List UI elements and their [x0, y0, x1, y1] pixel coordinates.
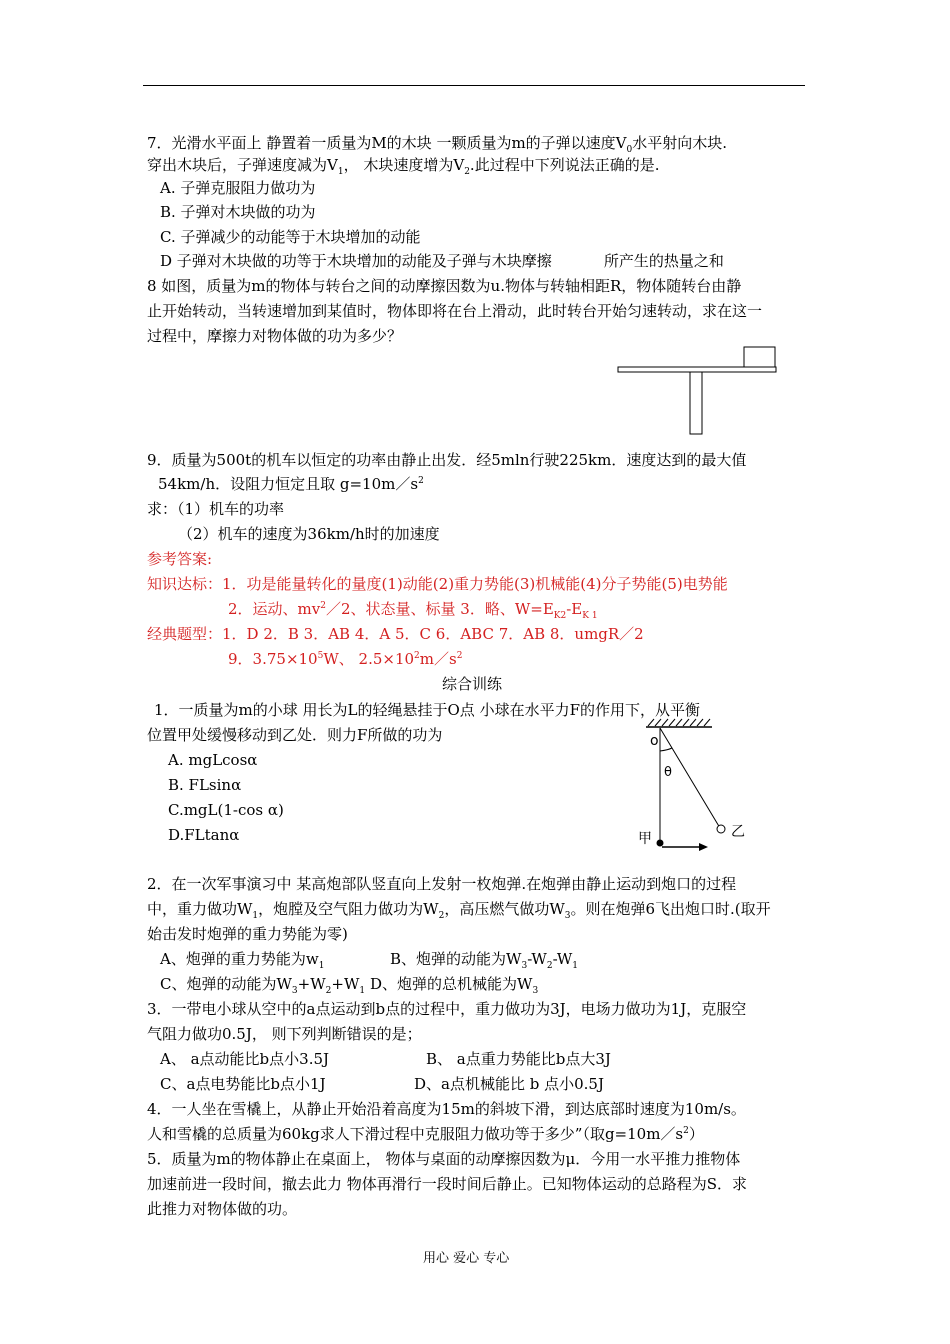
answers-classic-line-2: 9．$3.75\times 10^5W$、 $2.5\times 10^2m/s^2$ [228, 650, 463, 668]
s5-line-1: 5．质量为m的物体静止在桌面上， 物体与桌面的动摩擦因数为μ．今用一水平推力推物体 [147, 1150, 741, 1168]
s3-line-1: 3．一带电小球从空中的a点运动到b点的过程中，重力做功为3J，电场力做功为1J，克服空 [147, 1000, 747, 1018]
s2-option-b: B、炮弹的动能为$W_3-W_2-W_1$ [390, 950, 578, 971]
s3-option-d: D、a点机械能比 b 点小0.5J [414, 1075, 604, 1093]
point-o-label: o [650, 733, 659, 749]
q7-option-c: C. 子弹减少的动能等于木块增加的动能 [160, 228, 421, 246]
q9-ask-1: 求：（1）机车的功率 [147, 500, 285, 518]
answers-knowledge-line-1: 知识达标：1．功是能量转化的量度(1)动能(2)重力势能(3)机械能(4)分子势能(5)电势能 [147, 575, 728, 593]
q7-option-b: B. 子弹对木块做的功为 [160, 203, 316, 221]
s1-line-1: 1．一质量为m的小球 用长为L的轻绳悬挂于O点 小球在水平力F的作用下，从平衡 [154, 701, 700, 719]
s5-line-3: 此推力对物体做的功。 [147, 1200, 298, 1218]
s3-option-b: B、 a点重力势能比b点大3J [426, 1050, 611, 1068]
s2-option-a: A、炮弹的重力势能为$w_1$ [160, 950, 325, 971]
turntable-shaft [690, 372, 702, 434]
section-title: 综合训练 [442, 675, 503, 693]
q7-option-d: D 子弹对木块做的功等于木块增加的动能及子弹与木块摩擦 所产生的热量之和 [160, 252, 724, 270]
s3-option-c: C、a点电势能比b点小1J [160, 1075, 326, 1093]
s3-line-2: 气阻力做功0.5J， 则下列判断错误的是； [147, 1025, 422, 1043]
q8-line-1: 8 如图，质量为m的物体与转台之间的动摩擦因数为u.物体与转轴相距R，物体随转台由静 [147, 277, 742, 295]
answers-header: 参考答案: [147, 550, 213, 568]
s1-option-a: A. mgLcosα [168, 751, 258, 769]
force-arrow-head [699, 843, 708, 851]
s1-option-b: B. FLsinα [168, 776, 242, 794]
s3-option-a: A、 a点动能比b点小3.5J [160, 1050, 330, 1068]
q7-stem-line-2: 穿出木块后，子弹速度减为$V_1$， 木块速度增为$V_2$.此过程中下列说法正确的是. [147, 156, 660, 177]
label-jia: 甲 [638, 831, 652, 847]
pendulum-figure [636, 717, 776, 855]
s2-line-2: 中，重力做功$W_1$，炮膛及空气阻力做功为$W_2$，高压燃气做功$W_3$。则在炮弹6飞出炮口时.(取开 [147, 900, 771, 921]
s2-option-c: C、炮弹的动能为$W_3+W_2+W_1$ [160, 975, 366, 996]
s1-line-2: 位置甲处缓慢移动到乙处．则力F所做的功为 [147, 726, 443, 744]
theta-label: θ [664, 765, 672, 780]
ball-position-jia [657, 840, 664, 847]
s2-line-1: 2．在一次军事演习中 某高炮部队竖直向上发射一枚炮弹.在炮弹由静止运动到炮口的过程 [147, 875, 737, 893]
q8-line-3: 过程中，摩擦力对物体做的功为多少？ [147, 327, 403, 345]
header-rule [143, 85, 805, 86]
s4-line-1: 4．一人坐在雪橇上，从静止开始沿着高度为15m的斜坡下滑，到达底部时速度为10m/s。 [147, 1100, 746, 1118]
s5-line-2: 加速前进一段时间，撤去此力 物体再滑行一段时间后静止。已知物体运动的总路程为S．求 [147, 1175, 748, 1193]
s2-line-3: 始击发时炮弹的重力势能为零) [147, 925, 348, 943]
q9-ask-2: （2）机车的速度为36km/h时的加速度 [178, 525, 440, 543]
object-block [744, 347, 775, 367]
turntable-figure [612, 344, 782, 438]
q7-option-a: A. 子弹克服阻力做功为 [160, 179, 316, 197]
q7-stem-line-1: 7．光滑水平面上 静置着一质量为M的木块 一颗质量为m的子弹以速度$V_0$水平射向木块. [147, 134, 728, 155]
ball-position-yi [717, 825, 725, 833]
s4-line-2: 人和雪橇的总质量为60kg求人下滑过程中克服阻力做功等于多少”（取$g=10m/s^2$） [147, 1125, 704, 1143]
s1-option-d: D.FLtanα [168, 826, 240, 844]
s2-option-d: D、炮弹的总机械能为$W_3$ [370, 975, 539, 996]
q8-line-2: 止开始转动，当转速增加到某值时，物体即将在台上滑动，此时转台开始匀速转动，求在这一 [147, 302, 763, 320]
label-yi: 乙 [731, 824, 745, 840]
q9-line-2: 54km/h．设阻力恒定且取 $g=10m/s^2$ [158, 475, 424, 493]
q9-line-1: 9．质量为500t的机车以恒定的功率由静止出发．经5mln行驶225km．速度达到的最大值 [147, 451, 747, 469]
turntable-plate [618, 367, 776, 372]
ceiling-hatching [648, 719, 710, 726]
s1-option-c: C.mgL(1-cos α) [168, 801, 284, 819]
answers-knowledge-line-2: 2．运动、$mv^2/2$、状态量、标量 3．略、$W=E_{K2}-E_{K 1}$ [228, 600, 598, 621]
page-footer: 用心 爱心 专心 [423, 1251, 510, 1266]
answers-classic-line-1: 经典题型：1．D 2．B 3．AB 4．A 5．C 6．ABC 7．AB 8．umgR／2 [147, 625, 644, 643]
angle-arc [660, 748, 672, 751]
